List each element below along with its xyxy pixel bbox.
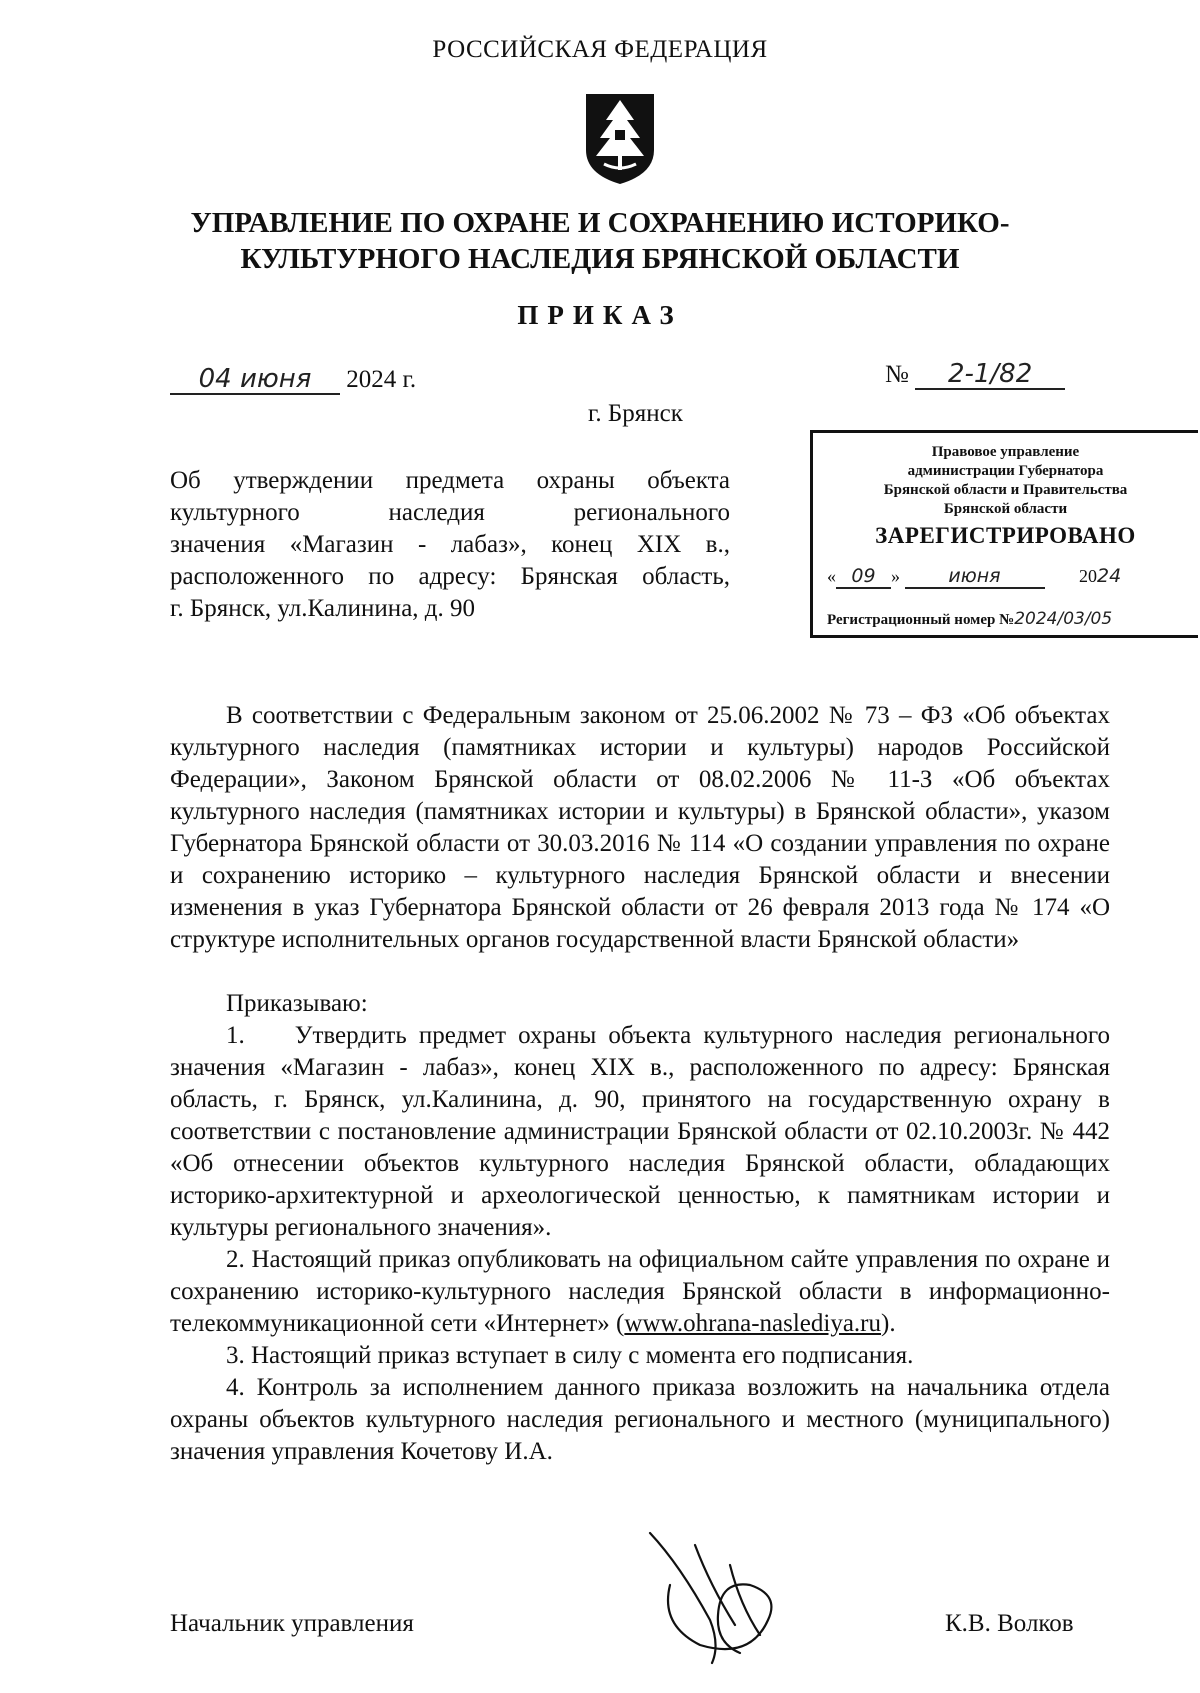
preamble-text: В соответствии с Федеральным законом от 25.06.2002 № 73 – ФЗ «Об объектах культурного наследия (памятниках истории и культуры) народов Российской Федерации», Законом Брянской области от 08.02.2006 № 11-З «Об объектах культурного наследия (памятниках истории и культуры) в Брянской области», указом Губернатора Брянской области от 30.03.2016 № 114 «О создании управления по охране и сохранению историко – культурного наследия Брянской области и внесении изменения в указ Губернатора Брянской области от 26 февраля 2013 года № 174 «О структуре исполнительных органов государственной власти Брянской области»: [170, 702, 1110, 953]
order-item-4: 4. Контроль за исполнением данного приказа возложить на начальника отдела охраны объектов культурного наследия регионального и местного (муниципального) значения управления Кочетову И.А.: [170, 1374, 1110, 1465]
stamp-month: июня: [905, 565, 1045, 589]
stamp-date: « 09 » июня 2024: [827, 565, 1122, 587]
order-word: Приказываю:: [226, 990, 368, 1017]
stamp-line-2: администрации Губернатора: [907, 463, 1104, 479]
stamp-registered: ЗАРЕГИСТРИРОВАНО: [875, 523, 1136, 548]
order-item-2: [170, 1244, 1110, 1340]
coat-of-arms-icon: [582, 90, 658, 186]
stamp-number-label: Регистрационный номер №: [827, 612, 1015, 628]
order-year: 2024 г.: [346, 366, 417, 393]
item2-end: ).: [881, 1310, 896, 1337]
handwritten-signature-icon: [640, 1525, 790, 1670]
document-type: ПРИКАЗ: [517, 300, 683, 330]
stamp-header: [813, 443, 1198, 519]
number-label: №: [885, 361, 909, 388]
order-title: [170, 465, 730, 625]
stamp-reg-number: [827, 609, 1112, 629]
stamp-day: 09: [836, 565, 891, 589]
city: г. Брянск: [588, 400, 683, 427]
date-handwritten: 04 июня: [170, 365, 340, 395]
order-item-1: 1. Утвердить предмет охраны объекта культурного наследия регионального значения «Магазин - лабаз», конец XIX в., расположенного по адресу: Брянская область, г. Брянск, ул.Калинина, д. 90, принятого на государственную охрану в соответствии с постановление администрации Брянской области от 02.10.2003г. № 442 «Об отнесении объектов культурного наследия Брянской области, обладающих историко-архитектурной и археологической ценностью, к памятникам истории и культуры регионального значения».: [170, 1022, 1110, 1241]
country-header: РОССИЙСКАЯ ФЕДЕРАЦИЯ: [432, 36, 768, 63]
title-line: г. Брянск, ул.Калинина, д. 90: [170, 595, 476, 622]
website-link[interactable]: www.ohrana-naslediya.ru: [624, 1310, 882, 1337]
signatory-name: К.В. Волков: [945, 1610, 1074, 1637]
title-line: Об утверждении предмета охраны объекта: [170, 467, 730, 494]
authority-line-2: КУЛЬТУРНОГО НАСЛЕДИЯ БРЯНСКОЙ ОБЛАСТИ: [240, 243, 960, 275]
title-line: расположенного по адресу: Брянская область,: [170, 563, 730, 590]
registration-stamp: [810, 430, 1198, 638]
stamp-year-prefix: 20: [1079, 566, 1097, 586]
stamp-line-3: Брянской области и Правительства: [883, 482, 1128, 498]
order-item-3: 3. Настоящий приказ вступает в силу с момента его подписания.: [226, 1342, 914, 1369]
authority-line-1: УПРАВЛЕНИЕ ПО ОХРАНЕ И СОХРАНЕНИЮ ИСТОРИКО-: [190, 207, 1010, 239]
title-line: значения «Магазин - лабаз», конец XIX в.,: [170, 531, 730, 558]
order-number: [885, 360, 1065, 390]
number-handwritten: 2-1/82: [915, 360, 1065, 390]
signatory-position: Начальник управления: [170, 1610, 414, 1637]
item2-text: 2. Настоящий приказ опубликовать на официальном сайте управления по охране и сохранению историко-культурного наследия Брянской области в информационно-телекоммуникационной сети «Интернет» (: [170, 1246, 1110, 1337]
title-line: культурного наследия регионального: [170, 499, 730, 526]
authority-name: [150, 205, 1050, 277]
preamble: [170, 700, 1110, 956]
stamp-number-value: 2024/03/05: [1014, 609, 1113, 629]
order-items: [170, 988, 1110, 1468]
order-date: [170, 365, 416, 395]
stamp-line-4: Брянской области: [943, 501, 1068, 517]
stamp-line-1: Правовое управление: [931, 444, 1080, 460]
stamp-year-suffix: 24: [1097, 565, 1122, 587]
